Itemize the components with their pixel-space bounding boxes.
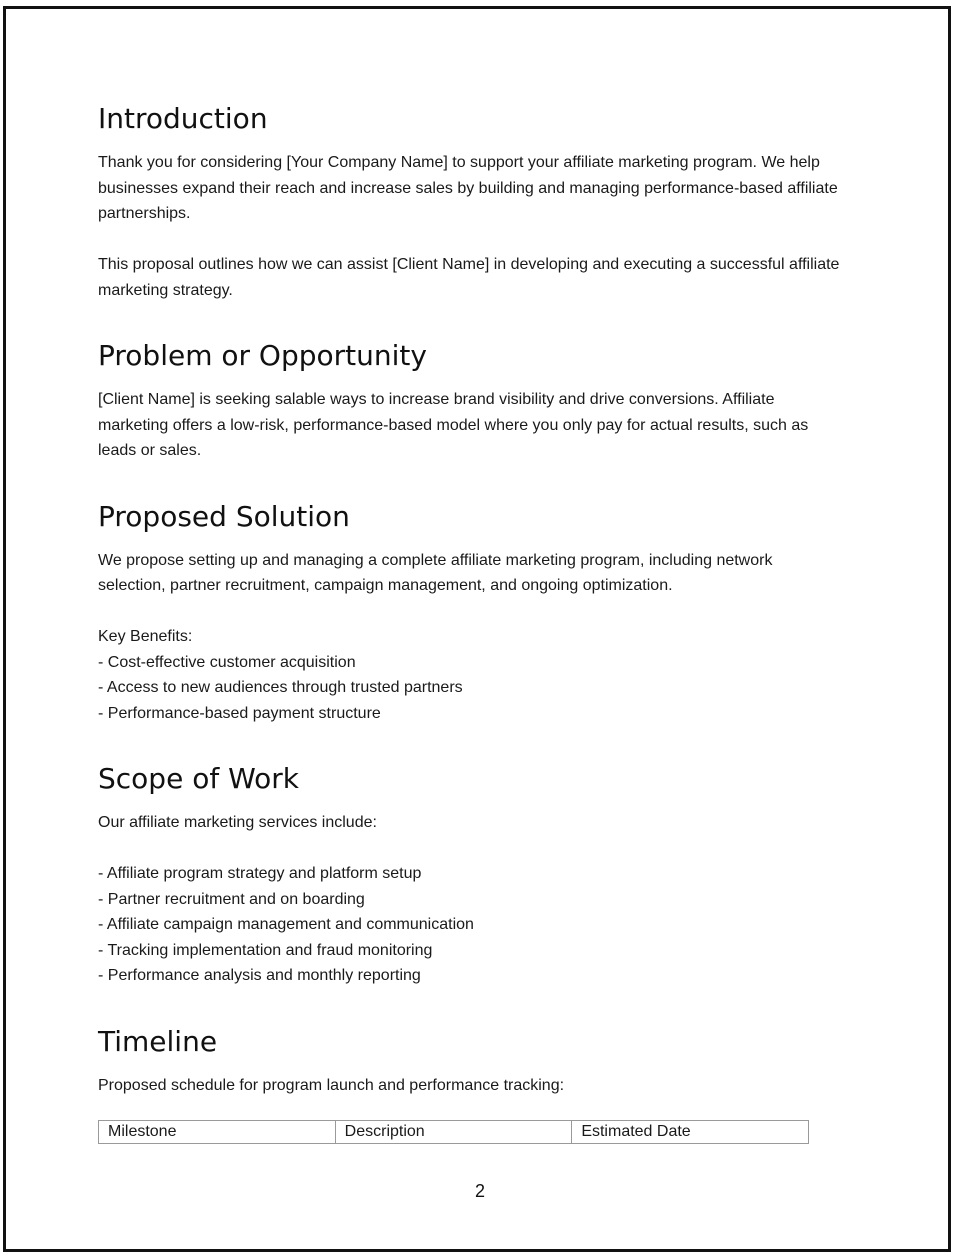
scope-intro: Our affiliate marketing services include:: [98, 814, 377, 831]
benefits-list: [98, 624, 878, 726]
introduction-paragraph-2: [98, 252, 878, 303]
table-header-row: [99, 1121, 809, 1144]
timeline-table: [98, 1120, 809, 1144]
solution-section: [98, 499, 878, 727]
scope-heading: Scope of Work: [98, 762, 299, 795]
text-line: selection, partner recruitment, campaign management, and ongoing optimization.: [98, 577, 673, 594]
text-line: [Client Name] is seeking salable ways to increase brand visibility and drive conversions. Affiliate: [98, 391, 775, 408]
text-line: Thank you for considering [Your Company Name] to support your affiliate marketing program. We help: [98, 154, 820, 171]
table-header-description: Description: [335, 1121, 572, 1144]
problem-section: [98, 338, 878, 464]
timeline-heading: Timeline: [98, 1024, 218, 1058]
text-line: businesses expand their reach and increase sales by building and managing performance-based affiliate: [98, 179, 838, 197]
solution-heading: Proposed Solution: [98, 499, 350, 533]
text-line: This proposal outlines how we can assist [Client Name] in developing and executing a successful affiliate: [98, 256, 840, 273]
document-page: [3, 6, 951, 1252]
table-header-milestone: Milestone: [99, 1121, 336, 1144]
problem-heading: Problem or Opportunity: [98, 339, 427, 372]
scope-section: [98, 761, 878, 989]
page-content: [98, 101, 878, 1144]
list-item: - Cost-effective customer acquisition: [98, 653, 356, 671]
benefits-label: Key Benefits:: [98, 628, 193, 645]
list-item: - Performance analysis and monthly reporting: [98, 967, 421, 984]
timeline-section: [98, 1024, 878, 1145]
introduction-heading: Introduction: [98, 102, 268, 135]
scope-list: [98, 861, 878, 989]
list-item: - Affiliate campaign management and communication: [98, 916, 474, 933]
introduction-section: [98, 101, 878, 303]
list-item: - Tracking implementation and fraud monitoring: [98, 941, 433, 959]
list-item: - Performance-based payment structure: [98, 704, 381, 722]
text-line: partnerships.: [98, 205, 191, 222]
text-line: marketing offers a low-risk, performance-based model where you only pay for actual results, such as: [98, 416, 809, 434]
list-item: - Access to new audiences through trusted partners: [98, 679, 463, 696]
page-number: 2: [474, 1181, 485, 1201]
text-line: We propose setting up and managing a complete affiliate marketing program, including network: [98, 551, 773, 569]
problem-paragraph: [98, 387, 878, 464]
text-line: leads or sales.: [98, 442, 202, 459]
timeline-intro: Proposed schedule for program launch and performance tracking:: [98, 1076, 565, 1094]
list-item: - Affiliate program strategy and platform setup: [98, 865, 422, 882]
text-line: marketing strategy.: [98, 281, 233, 299]
introduction-paragraph-1: [98, 150, 878, 227]
list-item: - Partner recruitment and on boarding: [98, 890, 365, 908]
solution-paragraph: [98, 548, 878, 599]
table-header-estimated-date: Estimated Date: [572, 1121, 809, 1144]
